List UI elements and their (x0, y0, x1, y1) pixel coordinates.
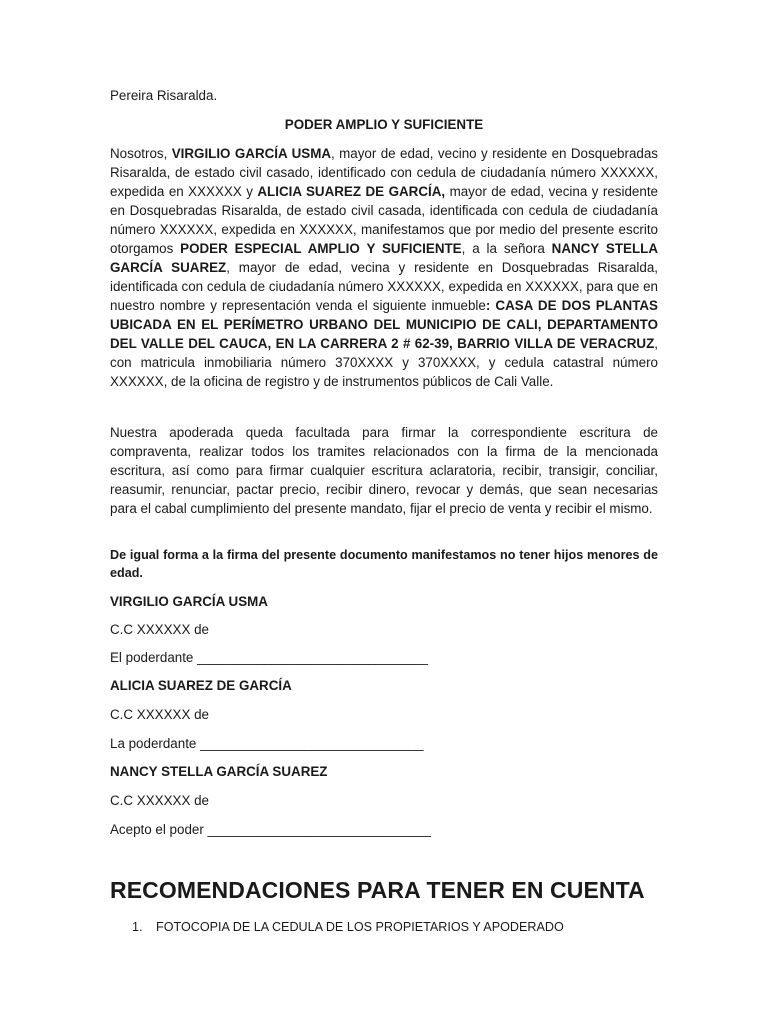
grant-text-1: Nosotros, (110, 146, 172, 161)
signature-2-cc: C.C XXXXXX de (110, 707, 209, 722)
power-type: PODER ESPECIAL AMPLIO Y SUFICIENTE (180, 241, 462, 256)
grant-text-5: , mayor de edad, vecina y residente en Dosquebradas Risaralda, identificada con cedula de ciudadanía número XXXXXX, expedida en XXXXXX, para que en nuestro nombre y representación venda el siguiente inmueble (110, 260, 659, 313)
grant-text-6: , con matricula inmobiliaria número 370XXXX y 370XXXX, y cedula catastral número XXXXXX, de la oficina de registro y de instrumentos públicos de Cali Valle. (110, 336, 658, 389)
list-item-text: FOTOCOPIA DE LA CEDULA DE LOS PROPIETARIOS Y APODERADO (156, 920, 564, 934)
signature-2-line: La poderdante ______________________________ (110, 736, 424, 751)
paragraph-faculties: Nuestra apoderada queda facultada para firmar la correspondiente escritura de compraventa, realizar todos los tramites relacionados con la firma de la mencionada escritura, así como para firmar cualquier escritura aclaratoria, recibir, transigir, conciliar, reasumir, renunciar, pactar precio, recibir dinero, revocar y demás, que sean necesarias para el cabal cumplimiento del presente mandato, fijar el precio de venta y recibir el mismo. (110, 425, 658, 516)
attorney-name: NANCY STELLA GARCÍA SUAREZ (110, 241, 658, 275)
signature-1-name: VIRGILIO GARCÍA USMA (110, 594, 268, 609)
grant-text-4: , a la señora (461, 241, 552, 256)
recommendations-heading: RECOMENDACIONES PARA TENER EN CUENTA (110, 877, 645, 903)
paragraph-grant (110, 144, 658, 391)
place-line: Pereira Risaralda. (110, 88, 218, 103)
grantor-1-name: VIRGILIO GARCÍA USMA (171, 146, 332, 161)
grant-text-2: , mayor de edad, vecino y residente en Dosquebradas Risaralda, de estado civil casado, identificado con cedula de ciudadanía número XXXXXX, expedida en XXXXXX y (110, 146, 658, 199)
grant-text-3: mayor de edad, vecina y residente en Dosquebradas Risaralda, de estado civil casada, identificada con cedula de ciudadanía número XXXXXX, expedida en XXXXXX, manifestamos que por medio del presente escrito otorgamos (110, 184, 658, 256)
signature-1-line: El poderdante _______________________________ (110, 650, 428, 665)
list-item (132, 920, 564, 934)
signature-3-line: Acepto el poder ______________________________ (110, 822, 431, 837)
grantor-2-name: ALICIA SUAREZ DE GARCÍA, (257, 184, 446, 199)
signature-3-cc: C.C XXXXXX de (110, 793, 209, 808)
list-item-number: 1. (132, 920, 143, 934)
signature-1-cc: C.C XXXXXX de (110, 622, 209, 637)
paragraph-no-minors: De igual forma a la firma del presente documento manifestamos no tener hijos menores de edad. (110, 548, 658, 580)
signature-3-name: NANCY STELLA GARCÍA SUAREZ (110, 764, 328, 779)
property-description: : CASA DE DOS PLANTAS UBICADA EN EL PERÍMETRO URBANO DEL MUNICIPIO DE CALI, DEPARTAMENTO DEL VALLE DEL CAUCA, EN LA CARRERA 2 # 62-39, BARRIO VILLA DE VERACRUZ (110, 298, 658, 351)
document-title: PODER AMPLIO Y SUFICIENTE (284, 117, 484, 132)
signature-2-name: ALICIA SUAREZ DE GARCÍA (110, 678, 292, 693)
